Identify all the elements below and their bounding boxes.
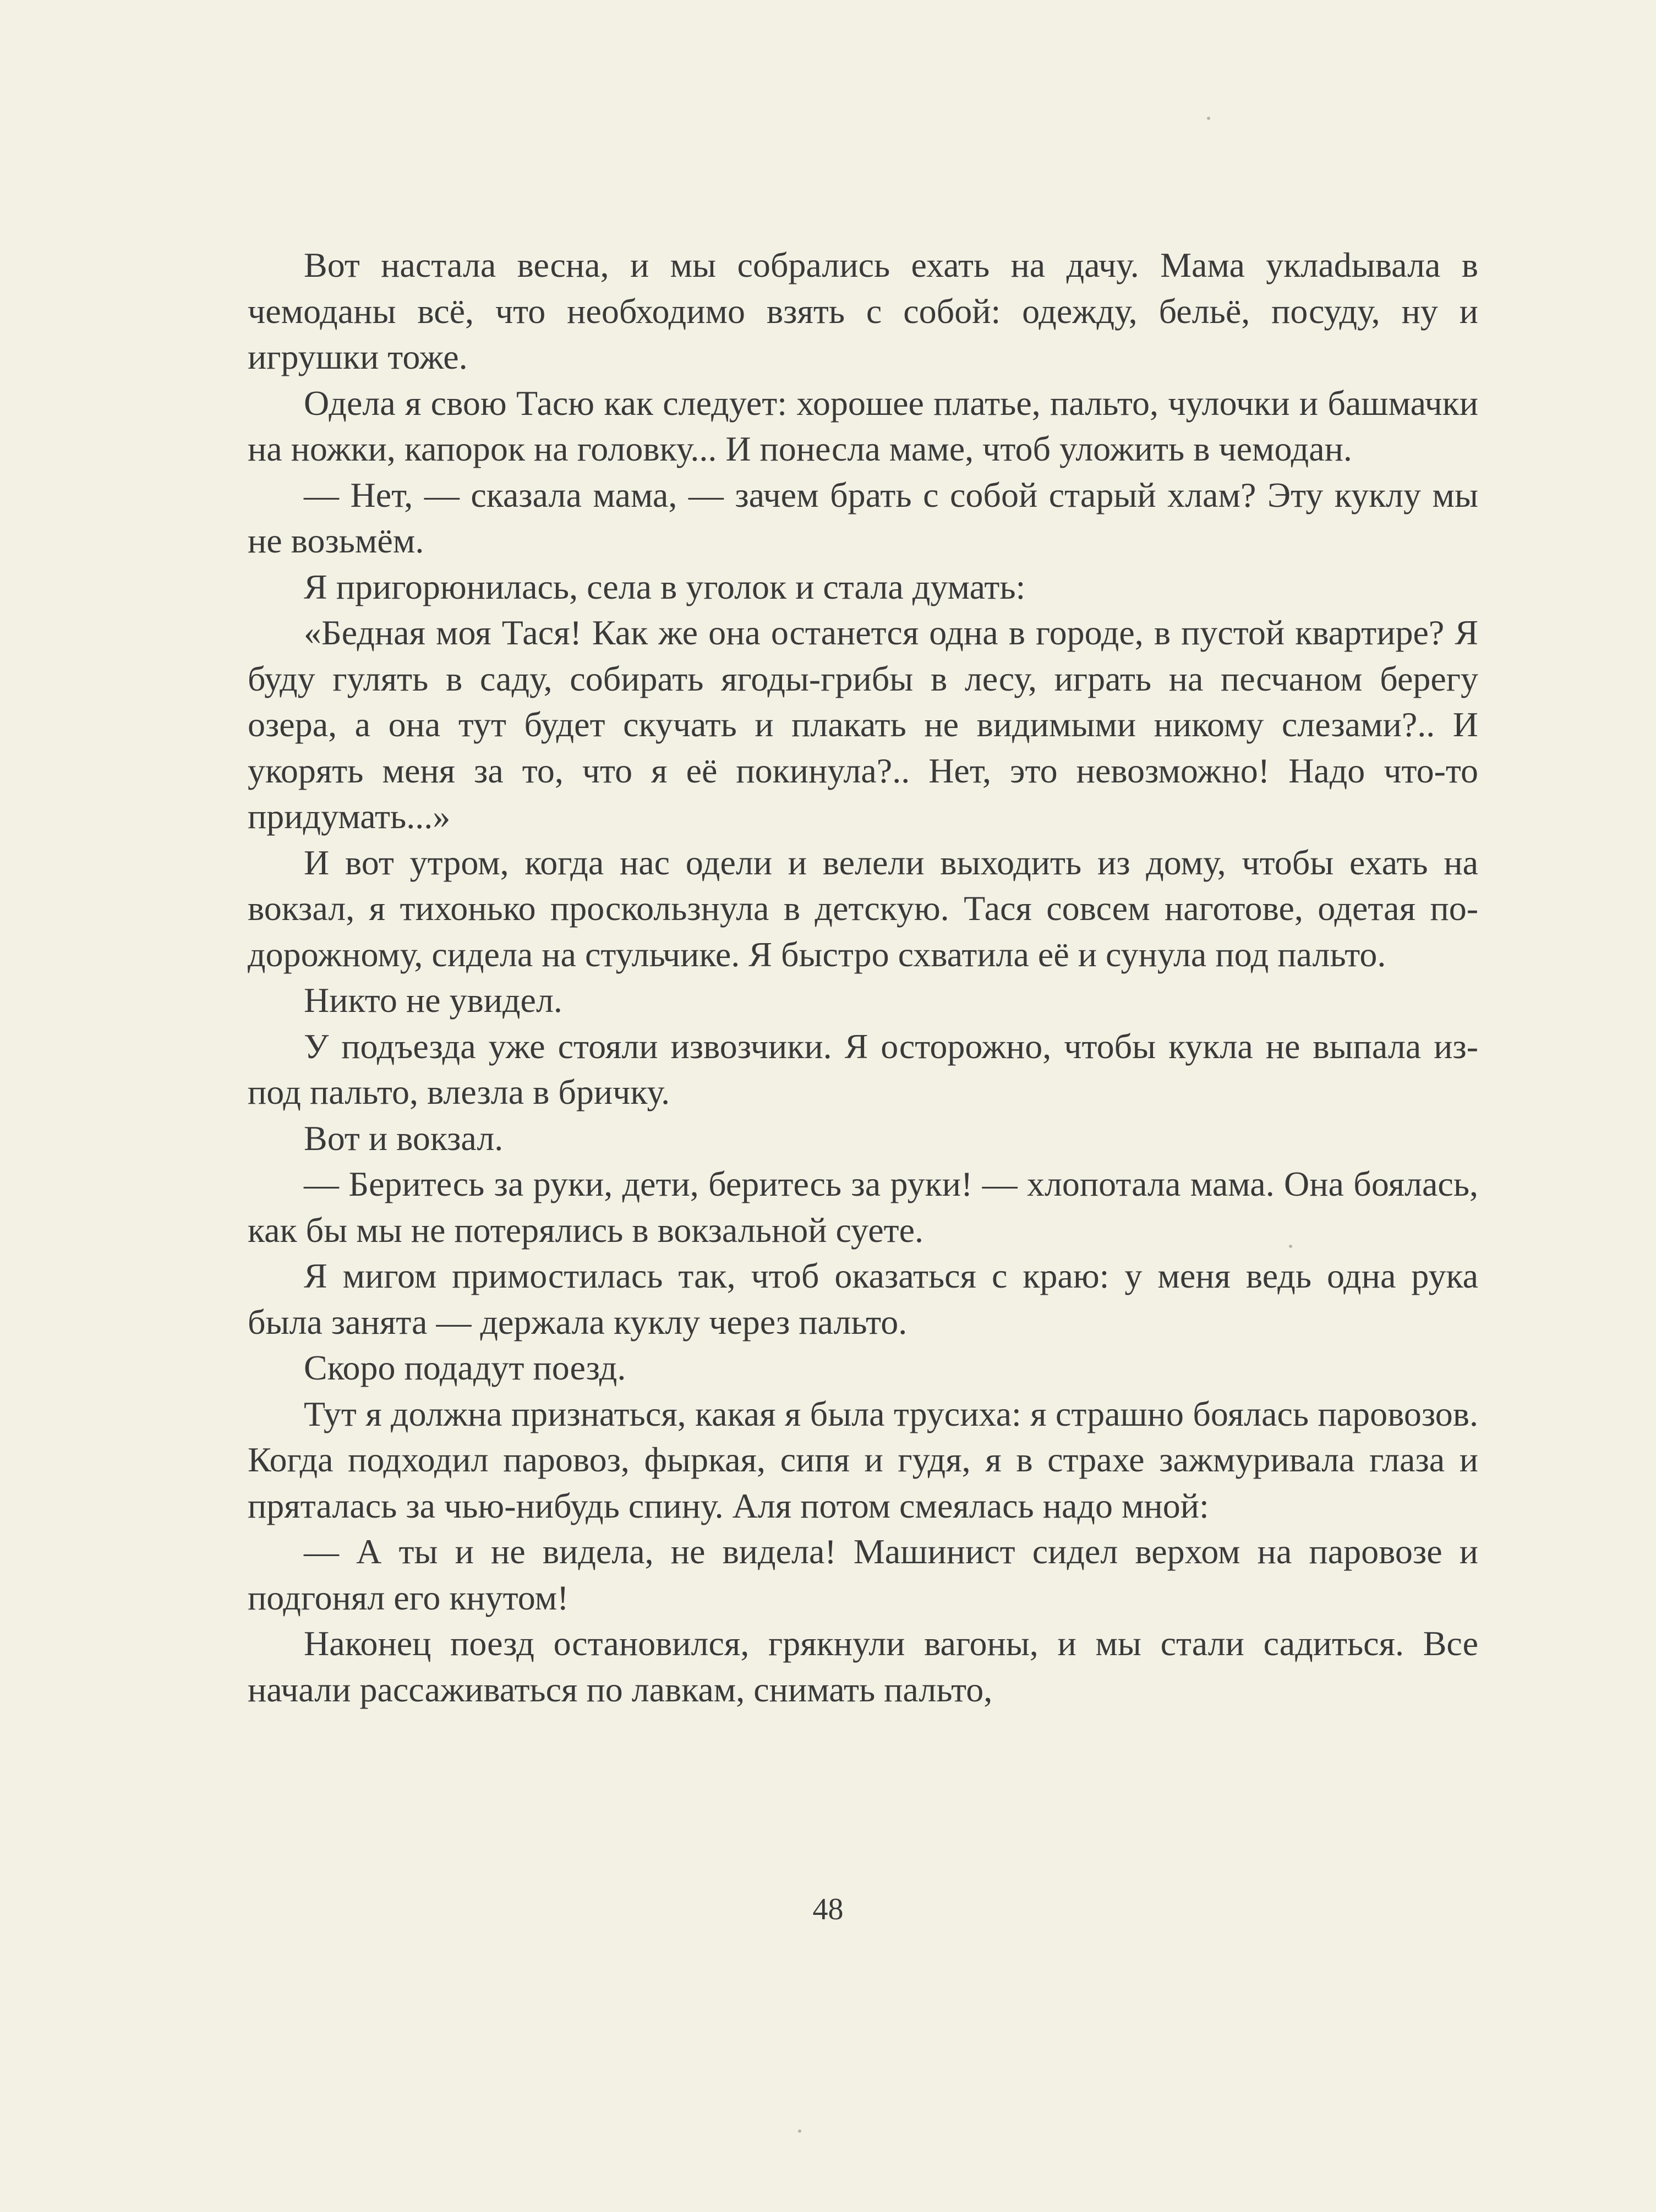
page-number: 48 <box>812 1892 844 1926</box>
paragraph: Одела я свою Тасю как следует: хорошее платье, пальто, чулочки и башмачки на ножки, капорок на головку... И понесла маме, чтоб уложить в чемодан. <box>248 383 1478 468</box>
paper-speck <box>798 2129 801 2133</box>
paragraph: — Беритесь за руки, дети, беритесь за руки! — хлопотала мама. Она боялась, как бы мы не потерялись в вокзальной суете. <box>248 1164 1478 1250</box>
paragraph: Скоро подадут поезд. <box>304 1348 626 1387</box>
paragraph: — А ты и не видела, не видела! Машинист сидел верхом на паровозе и подгонял его кнутом! <box>248 1532 1478 1617</box>
paper-speck <box>1289 1245 1292 1248</box>
body-text <box>248 242 1478 1712</box>
paragraph: Тут я должна признаться, какая я была трусиха: я страшно боялась паровозов. Когда подходил паровоз, фыркая, сипя и гудя, я в страхе зажмуривала глаза и пряталась за чью-нибудь спину. Аля потом смеялась надо мной: <box>248 1394 1478 1525</box>
paragraph: Вот настала весна, и мы собрались ехать на дачу. Мама уклаdывала в чемоданы всё, что необходимо взять с собой: одежду, бельё, посуду, ну и игрушки тоже. <box>248 245 1478 376</box>
paragraph: Я пригорюнилась, села в уголок и стала думать: <box>304 567 1026 606</box>
paragraph: Вот и вокзал. <box>304 1118 504 1158</box>
paragraph: У подъезда уже стояли извозчики. Я осторожно, чтобы кукла не выпала из-под пальто, влезла в бричку. <box>248 1026 1478 1112</box>
paper-speck <box>1207 117 1210 120</box>
paragraph: Никто не увидел. <box>304 981 562 1020</box>
paragraph: Я мигом примостилась так, чтоб оказаться с краю: у меня ведь одна рука была занята — держала куклу через пальто. <box>248 1256 1478 1342</box>
paragraph: Наконец поезд остановился, грякнули вагоны, и мы стали садиться. Все начали рассаживаться по лавкам, снимать пальто, <box>248 1624 1478 1709</box>
paragraph: «Бедная моя Тася! Как же она останется одна в городе, в пустой квартире? Я буду гулять в саду, собирать ягоды-грибы в лесу, играть на песчаном берегу озера, а она тут будет скучать и плакать не видимыми никому слезами?.. И укорять меня за то, что я её покинула?.. Нет, это невозможно! Надо что-то придумать...» <box>248 613 1478 836</box>
paragraph: И вот утром, когда нас одели и велели выходить из дому, чтобы ехать на вокзал, я тихонько проскользнула в детскую. Тася совсем наготове, одетая по-дорожному, сидела на стульчике. Я быстро схватила её и сунула под пальто. <box>248 842 1478 974</box>
paragraph: — Нет, — сказала мама, — зачем брать с собой старый хлам? Эту куклу мы не возьмём. <box>248 475 1478 560</box>
